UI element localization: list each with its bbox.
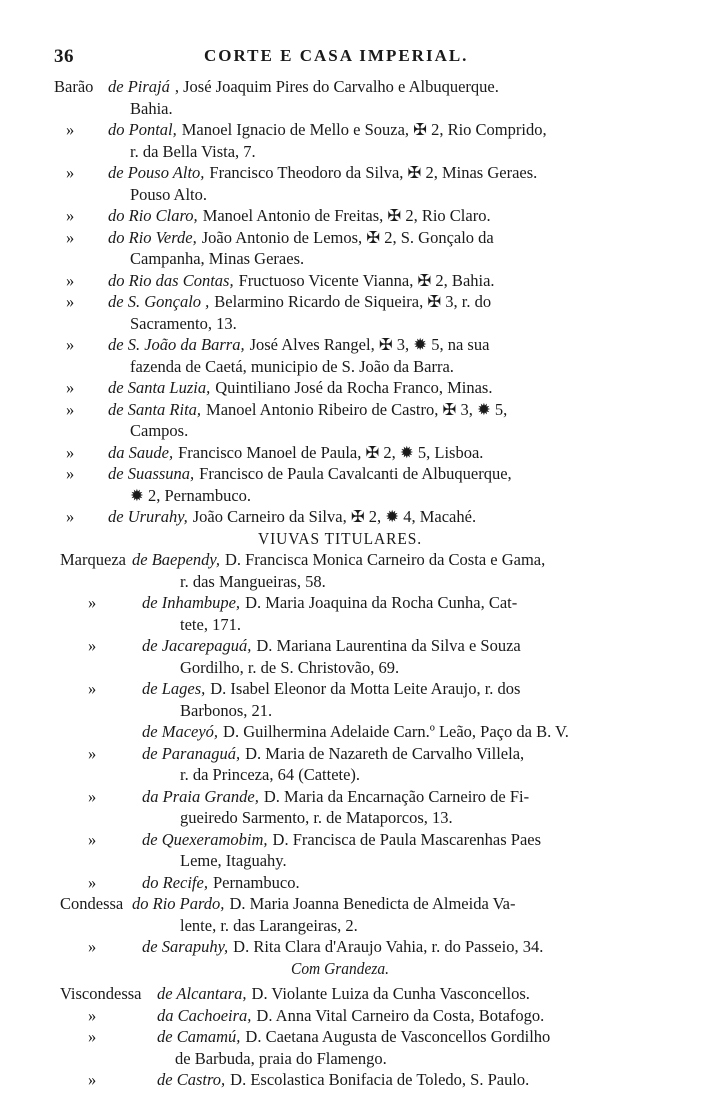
entry-title: de Camamú,	[157, 1027, 241, 1046]
page-header	[54, 46, 616, 74]
entry-label: »	[88, 1027, 97, 1046]
entry-text: Campanha, Minas Geraes.	[130, 249, 305, 268]
section-heading-viuvas	[0, 528, 725, 550]
entry-label: Condessa	[60, 894, 124, 913]
entry-text: D. Mariana Laurentina da Silva e Souza	[256, 636, 521, 655]
entry-title: de Maceyó,	[142, 722, 219, 741]
entry-label: »	[66, 270, 75, 290]
entry-text: Barbonos, 21.	[180, 700, 273, 720]
entry-text: Fructuoso Vicente Vianna, ✠ 2, Bahia.	[238, 270, 495, 290]
entry-line	[0, 506, 725, 528]
entry-text: D. Escolastica Bonifacia de Toledo, S. Paulo.	[230, 1070, 530, 1089]
entry-label: »	[66, 399, 75, 419]
entry-line	[0, 807, 725, 829]
entry-text: Francisco de Paula Cavalcanti de Albuquerque,	[199, 464, 512, 483]
entry-label: »	[88, 1070, 97, 1089]
entry-label: »	[88, 786, 97, 806]
entry-line	[0, 700, 725, 722]
entry-label: »	[66, 442, 75, 462]
entry-text: D. Isabel Eleonor da Motta Leite Araujo, r. dos	[210, 679, 521, 698]
entry-title: de Santa Rita,	[108, 399, 202, 419]
entry-label: »	[66, 378, 75, 397]
entry-text: D. Violante Luiza da Cunha Vasconcellos.	[251, 984, 530, 1003]
entry-line	[0, 1048, 725, 1070]
entry-label: »	[88, 937, 97, 956]
entry-line	[0, 377, 725, 399]
entry-line	[0, 1026, 725, 1048]
entry-title: de Lages,	[142, 679, 206, 698]
entry-label: »	[88, 593, 97, 612]
entry-text: Pouso Alto.	[130, 184, 208, 204]
entry-label: »	[66, 163, 75, 182]
entry-label: »	[88, 1005, 97, 1025]
entry-text: Belarmino Ricardo de Siqueira, ✠ 3, r. do	[214, 292, 492, 311]
entry-label: »	[66, 464, 75, 483]
entry-title: de Quexeramobim,	[142, 829, 268, 849]
entry-line	[0, 420, 725, 442]
entry-label: »	[66, 120, 75, 139]
entry-text: r. da Bella Vista, 7.	[130, 141, 256, 161]
entry-text: lente, r. das Larangeiras, 2.	[180, 915, 358, 935]
entry-text: Manoel Ignacio de Mello e Souza, ✠ 2, Rio Comprido,	[181, 120, 547, 139]
entries-list	[0, 76, 725, 1091]
entry-line	[0, 635, 725, 657]
entry-line	[0, 915, 725, 937]
entry-line	[0, 872, 725, 894]
entry-line	[0, 936, 725, 958]
entry-label: »	[66, 507, 75, 526]
entry-line	[0, 893, 725, 915]
entry-line	[0, 205, 725, 227]
entry-line	[0, 592, 725, 614]
entry-title: de Baependy,	[132, 550, 220, 569]
entry-text: Sacramento, 13.	[130, 313, 237, 333]
entry-line	[0, 334, 725, 356]
entry-text: de Barbuda, praia do Flamengo.	[175, 1048, 387, 1068]
entry-text: João Antonio de Lemos, ✠ 2, S. Gonçalo da	[201, 227, 494, 247]
entry-line	[0, 1069, 725, 1091]
entry-line	[0, 184, 725, 206]
entry-text: Campos.	[130, 421, 189, 440]
entry-title: do Recife,	[142, 872, 208, 892]
entry-line	[0, 829, 725, 851]
entry-label: Barão	[54, 77, 94, 96]
entry-title: de S. Gonçalo ,	[108, 292, 210, 311]
entry-label: »	[88, 743, 97, 763]
entry-text: D. Rita Clara d'Araujo Vahia, r. do Passeio, 34.	[233, 937, 544, 956]
entry-text: tete, 171.	[180, 614, 241, 634]
entry-text: João Carneiro da Silva, ✠ 2, ✹ 4, Macahé.	[192, 507, 477, 526]
entry-text: Gordilho, r. de S. Christovão, 69.	[180, 657, 400, 677]
entry-text: r. da Princeza, 64 (Cattete).	[180, 765, 361, 784]
entry-line	[0, 786, 725, 808]
section-heading-grandeza-text: Com Grandeza.	[290, 958, 390, 978]
entry-label: »	[88, 829, 97, 849]
entry-line	[0, 721, 725, 743]
entry-label: »	[88, 872, 97, 892]
page-number: 36	[54, 46, 74, 67]
entry-title: da Saude,	[108, 442, 174, 462]
entry-text: Francisco Theodoro da Silva, ✠ 2, Minas Geraes.	[209, 163, 538, 182]
entry-text: D. Francisca Monica Carneiro da Costa e Gama,	[224, 550, 546, 569]
entry-title: do Pontal,	[108, 120, 177, 139]
entry-title: de Alcantara,	[157, 984, 247, 1003]
entry-line	[0, 764, 725, 786]
entry-title: de Paranaguá,	[142, 743, 241, 763]
entry-line	[0, 850, 725, 872]
entry-text: D. Anna Vital Carneiro da Costa, Botafogo.	[256, 1005, 545, 1025]
entry-title: de Pirajá	[108, 77, 170, 96]
entry-line	[0, 571, 725, 593]
entry-line	[0, 356, 725, 378]
entry-text: D. Maria de Nazareth de Carvalho Villela,	[245, 743, 525, 763]
entry-line	[0, 485, 725, 507]
entry-text: Bahia.	[130, 98, 173, 118]
entry-title: do Rio Claro,	[108, 206, 198, 225]
entry-title: de Sarapuhy,	[142, 937, 229, 956]
entry-line	[0, 291, 725, 313]
entry-line	[0, 678, 725, 700]
section-heading-viuvas-text: VIUVAS TITULARES.	[257, 528, 423, 548]
running-title: CORTE E CASA IMPERIAL.	[204, 46, 469, 65]
entry-line	[0, 614, 725, 636]
entry-label: »	[66, 206, 75, 225]
entry-line	[0, 399, 725, 421]
entry-line	[0, 313, 725, 335]
entry-line	[0, 248, 725, 270]
entry-text: D. Francisca de Paula Mascarenhas Paes	[272, 829, 542, 849]
entry-text: D. Maria Joanna Benedicta de Almeida Va-	[229, 894, 516, 913]
entry-title: do Rio Verde,	[108, 227, 197, 247]
entry-line	[0, 98, 725, 120]
entry-line	[0, 549, 725, 571]
entry-line	[0, 270, 725, 292]
entry-line	[0, 657, 725, 679]
entry-line	[0, 983, 725, 1005]
entry-label: »	[88, 679, 97, 698]
entry-text: Leme, Itaguahy.	[180, 851, 287, 870]
entry-text: gueiredo Sarmento, r. de Mataporcos, 13.	[180, 808, 453, 827]
entry-label: »	[88, 636, 97, 655]
entry-label: Viscondessa	[60, 984, 142, 1003]
entry-title: do Rio das Contas,	[108, 270, 234, 290]
entry-line	[0, 442, 725, 464]
entry-text: José Alves Rangel, ✠ 3, ✹ 5, na sua	[249, 335, 490, 354]
entry-line	[0, 76, 725, 98]
entry-text: D. Maria Joaquina da Rocha Cunha, Cat-	[245, 593, 518, 612]
entry-label: »	[66, 227, 75, 247]
entry-title: de Ururahy,	[108, 507, 188, 526]
entry-title: de Inhambupe,	[142, 593, 241, 612]
entry-text: D. Maria da Encarnação Carneiro de Fi-	[263, 786, 530, 806]
entry-line	[0, 162, 725, 184]
entry-label: Marqueza	[60, 550, 126, 569]
entry-text: , José Joaquim Pires do Carvalho e Albuquerque.	[174, 77, 499, 96]
entry-title: da Praia Grande,	[142, 786, 259, 806]
entry-title: de Pouso Alto,	[108, 163, 205, 182]
entry-text: D. Guilhermina Adelaide Carn.º Leão, Paço da B. V.	[223, 722, 569, 741]
entry-text: r. das Mangueiras, 58.	[180, 571, 326, 591]
entry-title: de S. João da Barra,	[108, 335, 245, 354]
entry-text: Quintiliano José da Rocha Franco, Minas.	[215, 378, 493, 397]
entry-text: Manoel Antonio de Freitas, ✠ 2, Rio Claro.	[202, 206, 491, 225]
entry-line	[0, 1005, 725, 1027]
section-heading-grandeza	[0, 958, 725, 980]
entry-text: ✹ 2, Pernambuco.	[130, 485, 252, 505]
entry-title: de Suassuna,	[108, 464, 195, 483]
entry-line	[0, 227, 725, 249]
entry-text: Manoel Antonio Ribeiro de Castro, ✠ 3, ✹ 5,	[206, 399, 508, 419]
entry-text: fazenda de Caetá, municipio de S. João da Barra.	[130, 356, 454, 376]
entry-title: de Jacarepaguá,	[142, 636, 252, 655]
entry-title: do Rio Pardo,	[132, 894, 225, 913]
entry-label: »	[66, 292, 75, 311]
entry-line	[0, 743, 725, 765]
entry-label: »	[66, 335, 75, 354]
entry-text: D. Caetana Augusta de Vasconcellos Gordilho	[245, 1027, 551, 1046]
entry-line	[0, 119, 725, 141]
entry-title: de Castro,	[157, 1070, 226, 1089]
entry-line	[0, 141, 725, 163]
entry-text: Pernambuco.	[212, 872, 300, 892]
entry-title: de Santa Luzia,	[108, 378, 211, 397]
entry-text: Francisco Manoel de Paula, ✠ 2, ✹ 5, Lisboa.	[178, 442, 484, 462]
entry-line	[0, 463, 725, 485]
entry-title: da Cachoeira,	[157, 1005, 252, 1025]
